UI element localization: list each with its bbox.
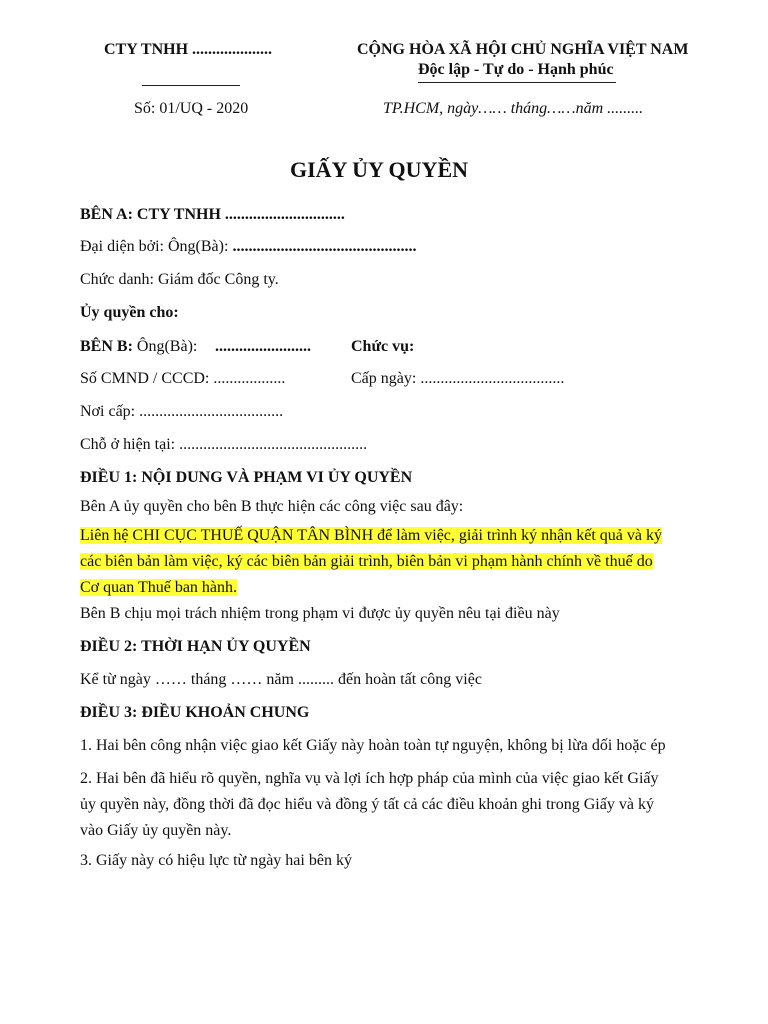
clause-2-line: 2. Hai bên đã hiểu rõ quyền, nghĩa vụ và lợi ích hợp pháp của mình của việc giao kết Giấy bbox=[80, 770, 659, 787]
party-b-label: BÊN B: bbox=[80, 338, 133, 355]
party-b-issue-place: Nơi cấp: .................................... bbox=[80, 403, 284, 420]
article-2-text: Kể từ ngày …… tháng …… năm ......... đến hoàn tất công việc bbox=[80, 671, 482, 688]
document-number: Số: 01/UQ - 2020 bbox=[134, 100, 249, 117]
party-b-id: Số CMND / CCCD: .................. bbox=[80, 370, 286, 387]
party-a-label: BÊN A: CTY TNHH .............................. bbox=[80, 206, 345, 223]
document-title: GIẤY ỦY QUYỀN bbox=[289, 157, 469, 182]
place-date: TP.HCM, ngày…… tháng……năm ......... bbox=[383, 100, 644, 117]
highlight-line: các biên bản làm việc, ký các biên bản giải trình, biên bản vi phạm hành chính về thuế do bbox=[80, 553, 653, 570]
national-motto: Độc lập - Tự do - Hạnh phúc bbox=[418, 61, 614, 78]
article-3-clause-3: 3. Giấy này có hiệu lực từ ngày hai bên ký bbox=[80, 852, 352, 869]
country-name: CỘNG HÒA XÃ HỘI CHỦ NGHĨA VIỆT NAM bbox=[357, 41, 689, 58]
party-b-address: Chỗ ở hiện tại: ............................................... bbox=[80, 436, 368, 453]
party-a-position: Chức danh: Giám đốc Công ty. bbox=[80, 271, 279, 288]
article-2-heading: ĐIỀU 2: THỜI HẠN ỦY QUYỀN bbox=[80, 638, 311, 655]
party-a-rep-value: .............................................. bbox=[232, 238, 417, 255]
article-1-responsibility: Bên B chịu mọi trách nhiệm trong phạm vi được ủy quyền nêu tại điều này bbox=[80, 605, 560, 622]
article-1-heading: ĐIỀU 1: NỘI DUNG VÀ PHẠM VI ỦY QUYỀN bbox=[80, 469, 413, 486]
authorize-to-label: Ủy quyền cho: bbox=[80, 304, 179, 321]
party-a-representative bbox=[80, 238, 416, 256]
party-b-issue-date: Cấp ngày: .................................... bbox=[351, 370, 565, 387]
party-b-person bbox=[80, 338, 197, 356]
party-b-person-label: Ông(Bà): bbox=[132, 338, 198, 355]
company-name: CTY TNHH .................... bbox=[104, 41, 273, 58]
party-a-rep-label: Đại diện bởi: Ông(Bà): bbox=[80, 238, 233, 255]
highlight-line: Cơ quan Thuế ban hành. bbox=[80, 579, 238, 596]
article-1-intro: Bên A ủy quyền cho bên B thực hiện các công việc sau đây: bbox=[80, 498, 464, 515]
article-3-clause-2 bbox=[80, 766, 659, 844]
article-1-highlighted-text bbox=[80, 523, 662, 601]
party-b-role-label: Chức vụ: bbox=[351, 338, 415, 355]
clause-2-line: vào Giấy ủy quyền này. bbox=[80, 822, 232, 839]
highlight-line: Liên hệ CHI CỤC THUẾ QUẬN TÂN BÌNH để làm việc, giải trình ký nhận kết quả và ký bbox=[80, 527, 662, 544]
motto-underline bbox=[418, 82, 616, 83]
party-b-person-value: ........................ bbox=[215, 338, 311, 355]
clause-2-line: ủy quyền này, đồng thời đã đọc hiểu và đồng ý tất cả các điều khoản ghi trong Giấy và ký bbox=[80, 796, 654, 813]
article-3-clause-1: 1. Hai bên công nhận việc giao kết Giấy này hoàn toàn tự nguyện, không bị lừa dối hoặc ép bbox=[80, 737, 666, 754]
company-underline bbox=[142, 85, 240, 86]
article-3-heading: ĐIỀU 3: ĐIỀU KHOẢN CHUNG bbox=[80, 704, 310, 721]
